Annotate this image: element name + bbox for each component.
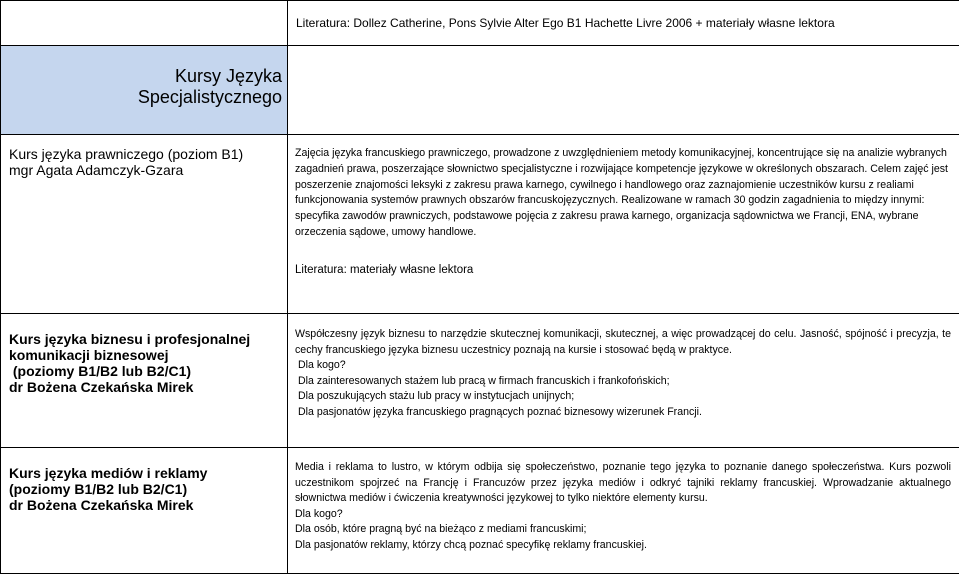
course-description-cell [288,135,959,314]
course-description-media [288,448,959,553]
description-paragraph: Zajęcia języka francuskiego prawniczego, prowadzone z uwzględnieniem metody komunikacyjnej, koncentrujące się na analizie wybranych zagadnień prawa, poszerzające słownictwo specjalistyczne i rozwijające kompetencje językowe w określonych obszarach. Celem zajęć jest poszerzenie znajomości leksyki z zakresu prawa karnego, cywilnego i handlowego oraz zaznajomienie uczestników kursu z realiami funkcjonowania systemów prawnych obszarów francuskojęzycznych. Realizowane w ramach 30 godzin zagadnienia to między innymi: specyfika zawodów prawniczych, podstawowe pojęcia z zakresu prawa karnego, organizacja sądownictwa we Francji, ENA, wybrane orzeczenia sądowe, umowy handlowe. [295,147,948,238]
audience-item: Dla pasjonatów reklamy, którzy chcą poznać specyfikę reklamy francuskiej. [295,538,647,551]
audience-item: Dla zainteresowanych stażem lub pracą w firmach francuskich i frankofońskich; [298,374,670,387]
audience-heading: Dla kogo? [295,507,343,520]
course-heading-media [1,448,287,513]
description-paragraph: Współczesny język biznesu to narzędzie skutecznej komunikacji, skutecznej, a więc prowadzącej do celu. Jasność, spójność i precyzja, te cechy francuskiego języka biznesu uczestnicy poznają na kursie i stosować będą w praktyce. [295,328,951,356]
page-title [1,46,287,108]
title-right-cell [288,46,959,135]
audience-item: Dla pasjonatów języka francuskiego pragnących poznać biznesowy wizerunek Francji. [298,405,702,418]
audience-item: Dla osób, które pragną być na bieżąco z mediami francuskimi; [295,523,587,535]
audience-heading: Dla kogo? [298,359,346,371]
course-heading-cell [1,448,288,574]
course-level: (poziomy B1/B2 lub B2/C1) [9,481,188,497]
literature-cell [288,1,959,46]
course-name: Kurs języka prawniczego (poziom B1) [9,146,244,162]
audience-item: Dla poszukujących stażu lub pracy w instytucjach unijnych; [298,390,575,402]
course-description-business [288,314,959,420]
course-row-law [1,135,959,314]
course-heading-cell [1,135,288,314]
literature-row [1,1,959,46]
page-title-line1: Kursy Języka [174,66,282,86]
title-cell [1,46,288,135]
course-teacher: dr Bożena Czekańska Mirek [9,497,194,513]
course-literature: Literatura: materiały własne lektora [295,263,474,276]
literature-left-cell [1,1,288,46]
course-level: (poziomy B1/B2 lub B2/C1) [9,363,192,379]
course-teacher: mgr Agata Adamczyk-Gzara [9,162,184,178]
course-teacher: dr Bożena Czekańska Mirek [9,379,194,395]
literature-text: Literatura: Dollez Catherine, Pons Sylvie Alter Ego B1 Hachette Livre 2006 + materiały własne lektora [296,16,835,30]
course-heading-law [1,135,287,178]
description-paragraph: Media i reklama to lustro, w którym odbija się społeczeństwo, poznanie tego języka to poznanie danego społeczeństwa. Kurs pozwoli uczestnikom spojrzeć na Francję i Francuzów przez języka mediów i odkryć tajniki reklamy francuskiej. Wprowadzanie aktualnego słownictwa mediów i ćwiczenia kreatywności językowej to tylko niektóre elementy kursu. [295,461,951,504]
course-heading-business [1,314,287,395]
course-description-law [288,135,959,279]
title-row [1,46,959,135]
course-name-line2: komunikacji biznesowej [9,347,169,363]
course-description-cell [288,314,959,448]
course-row-media [1,448,959,574]
course-heading-cell [1,314,288,448]
course-name: Kurs języka mediów i reklamy [9,465,208,481]
page-title-line2: Specjalistycznego [137,87,282,107]
course-row-business [1,314,959,448]
course-description-cell [288,448,959,574]
course-name-line1: Kurs języka biznesu i profesjonalnej [9,331,251,347]
